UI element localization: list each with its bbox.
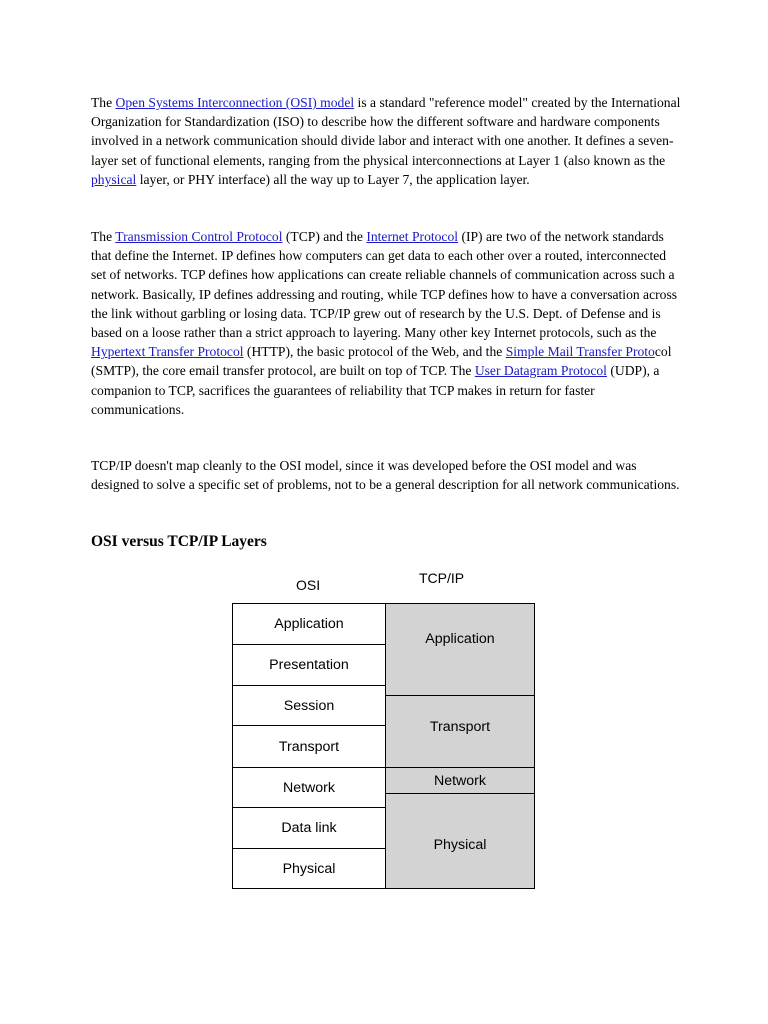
osi-layer-network: Network xyxy=(232,767,386,808)
tcpip-layer-network: Network xyxy=(385,767,535,794)
mapping-paragraph: TCP/IP doesn't map cleanly to the OSI model, since it was developed before the OSI model and was designed to solve a specific set of problems, not to be a general description for all network communications. xyxy=(91,458,680,493)
text-run: layer, or PHY interface) all the way up to Layer 7, the application layer. xyxy=(136,171,530,187)
osi-column-title: OSI xyxy=(296,577,321,593)
physical-link[interactable]: physical xyxy=(91,171,137,187)
osi-layer-transport: Transport xyxy=(232,725,386,768)
osi-layer-data-link: Data link xyxy=(232,807,386,849)
osi-layer-application: Application xyxy=(232,603,386,645)
intro-paragraph xyxy=(91,93,681,189)
http-link[interactable]: Hypertext Transfer Protocol xyxy=(91,344,244,360)
osi-layer-physical: Physical xyxy=(232,848,386,889)
text-run: is a standard "reference model" created by the International Organization for Standardization (ISO) to describe how the different software and hardware components involved in a network communication should divide labor and interact with one another. It defines a seven-layer set of functional elements, ranging from the physical interconnections at Layer 1 (also known as the xyxy=(91,95,681,168)
osi-layer-presentation: Presentation xyxy=(232,644,386,686)
tcpip-layer-transport: Transport xyxy=(385,695,535,768)
osi-model-link[interactable]: Open Systems Interconnection (OSI) model xyxy=(115,95,355,110)
tcp-link[interactable]: Transmission Control Protocol xyxy=(115,229,283,244)
ip-link[interactable]: Internet Protocol xyxy=(366,229,459,244)
text-run: (IP) are two of the network standards that define the Internet. IP defines how computers can get data to each other over a routed, interconnected set of networks. TCP defines how applications can create reliable channels of communication across such a network. Basically, IP defines addressing and routing, while TCP defines how to have a conversation across the link without garbling or losing data. TCP/IP grew out of research by the U.S. Dept. of Defense and is based on a loose rather than a strict approach to layering. Many other key Internet protocols, such as the xyxy=(91,229,678,341)
text-run: The xyxy=(91,95,116,110)
text-run: (UDP), a companion to TCP, sacrifices the guarantees of reliability that TCP makes in return for faster communications. xyxy=(91,363,660,417)
text-run: The xyxy=(91,229,116,244)
tcpip-layer-physical: Physical xyxy=(385,793,535,889)
udp-link[interactable]: User Datagram Protocol xyxy=(474,363,607,379)
text-run: (HTTP), the basic protocol of the Web, and the xyxy=(243,344,506,360)
text-run: col (SMTP), the core email transfer protocol, are built on top of TCP. The xyxy=(91,344,672,379)
smtp-link[interactable]: Simple Mail Transfer Proto xyxy=(505,344,655,360)
section-heading: OSI versus TCP/IP Layers xyxy=(91,533,267,550)
text-run: (TCP) and the xyxy=(282,229,367,244)
osi-layer-session: Session xyxy=(232,685,386,726)
tcp-ip-paragraph xyxy=(91,227,681,419)
tcpip-column-title: TCP/IP xyxy=(419,570,465,586)
tcpip-layer-application: Application xyxy=(385,603,535,696)
